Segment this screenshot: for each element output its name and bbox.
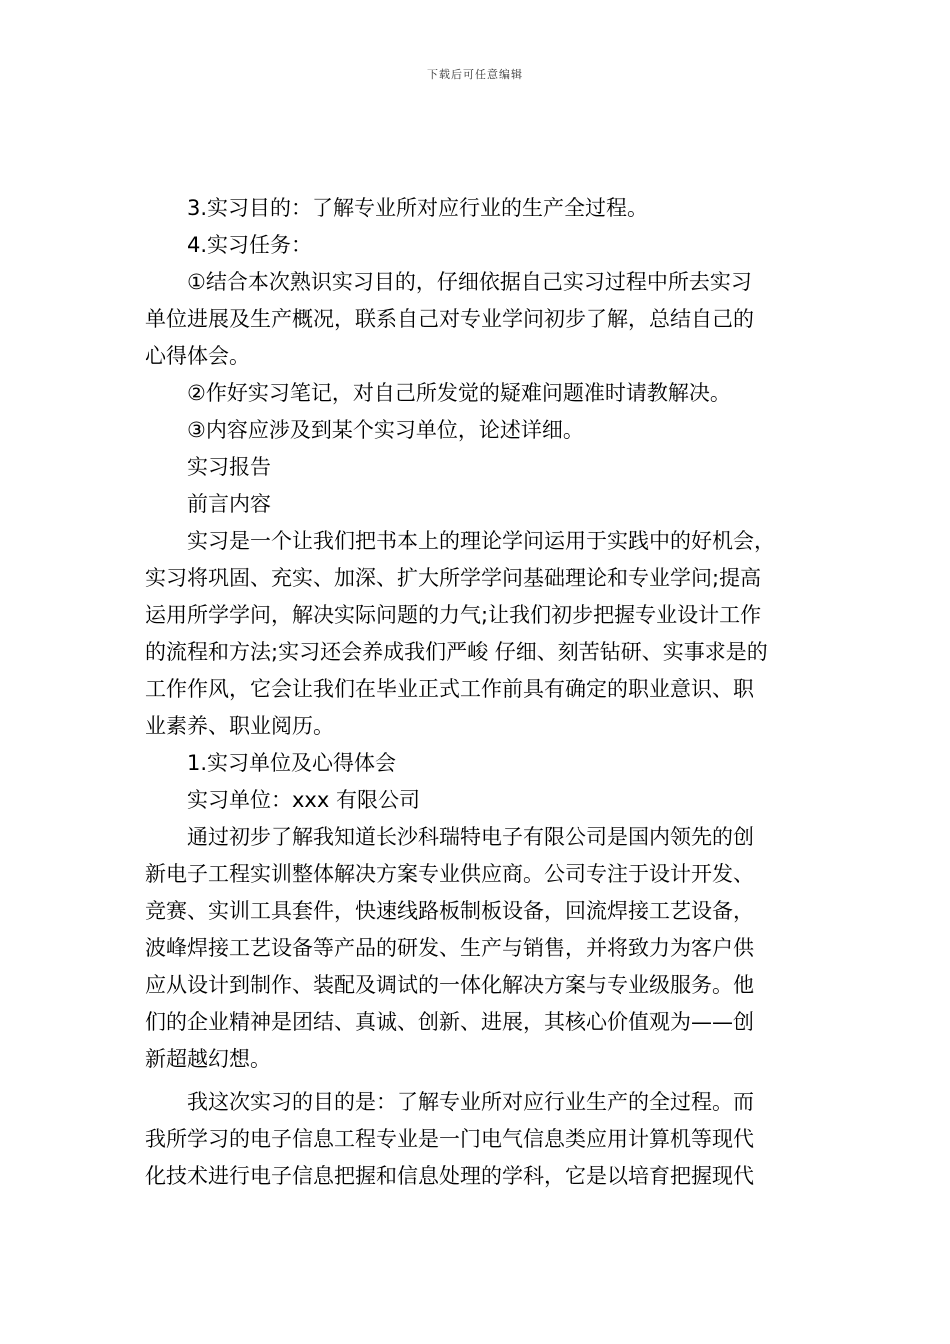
heading-preface [145, 486, 809, 523]
text-line: 新超越幻想。 [145, 1047, 271, 1071]
text-line: 竞赛、实训工具套件，快速线路板制板设备，回流焊接工艺设备， [145, 899, 754, 923]
text-line: 应从设计到制作、装配及调试的一体化解决方案与专业级服务。他 [145, 973, 754, 997]
paragraph-practice-goal [145, 1084, 809, 1195]
text-line: 的流程和方法;实习还会养成我们严峻 仔细、刻苦钻研、实事求是的 [145, 640, 768, 664]
heading-unit-and-experience [145, 745, 809, 782]
document-body [145, 190, 809, 1195]
text-line: 化技术进行电子信息把握和信息处理的学科，它是以培育把握现代 [145, 1164, 754, 1188]
paragraph-company-intro [145, 819, 809, 1078]
text-line: 实习是一个让我们把书本上的理论学问运用于实践中的好机会， [187, 529, 775, 553]
paragraph-task-3 [145, 412, 809, 449]
text-line: 我这次实习的目的是：了解专业所对应行业生产的全过程。而 [187, 1090, 754, 1114]
text-line: 前言内容 [187, 492, 271, 516]
paragraph-practice-purpose [145, 190, 809, 227]
paragraph-task-2 [145, 375, 809, 412]
text-line: 实习将巩固、充实、加深、扩大所学学问基础理论和专业学问;提高 [145, 566, 762, 590]
text-line: ①结合本次熟识实习目的，仔细依据自己实习过程中所去实习 [187, 270, 752, 294]
text-line: 新电子工程实训整体解决方案专业供应商。公司专注于设计开发、 [145, 862, 754, 886]
paragraph-preface-body [145, 523, 809, 745]
text-line: 们的企业精神是团结、真诚、创新、进展，其核心价值观为——创 [145, 1010, 754, 1034]
text-line: 业素养、职业阅历。 [145, 714, 334, 738]
text-line: 工作作风，它会让我们在毕业正式工作前具有确定的职业意识、职 [145, 677, 754, 701]
text-line: 波峰焊接工艺设备等产品的研发、生产与销售，并将致力为客户供 [145, 936, 754, 960]
text-line: 心得体会。 [145, 344, 250, 368]
paragraph-task-1 [145, 264, 809, 375]
text-line: 实习单位：xxx 有限公司 [187, 788, 420, 812]
text-line: 运用所学学问，解决实际问题的力气;让我们初步把握专业设计工作 [145, 603, 762, 627]
text-line: 4.实习任务： [187, 233, 313, 257]
paragraph-practice-tasks-heading [145, 227, 809, 264]
heading-practice-report [145, 449, 809, 486]
text-line: 我所学习的电子信息工程专业是一门电气信息类应用计算机等现代 [145, 1127, 754, 1151]
text-line: 实习报告 [187, 455, 271, 479]
text-line: 通过初步了解我知道长沙科瑞特电子有限公司是国内领先的创 [187, 825, 754, 849]
text-line: 单位进展及生产概况，联系自己对专业学问初步了解，总结自己的 [145, 307, 754, 331]
text-line: 1.实习单位及心得体会 [187, 751, 397, 775]
text-line: ③内容应涉及到某个实习单位，论述详细。 [187, 418, 584, 442]
text-line: ②作好实习笔记，对自己所发觉的疑难问题准时请教解决。 [187, 381, 731, 405]
text-line: 3.实习目的：了解专业所对应行业的生产全过程。 [187, 196, 649, 220]
paragraph-practice-unit [145, 782, 809, 819]
page-header-note: 下载后可任意编辑 [427, 68, 523, 81]
